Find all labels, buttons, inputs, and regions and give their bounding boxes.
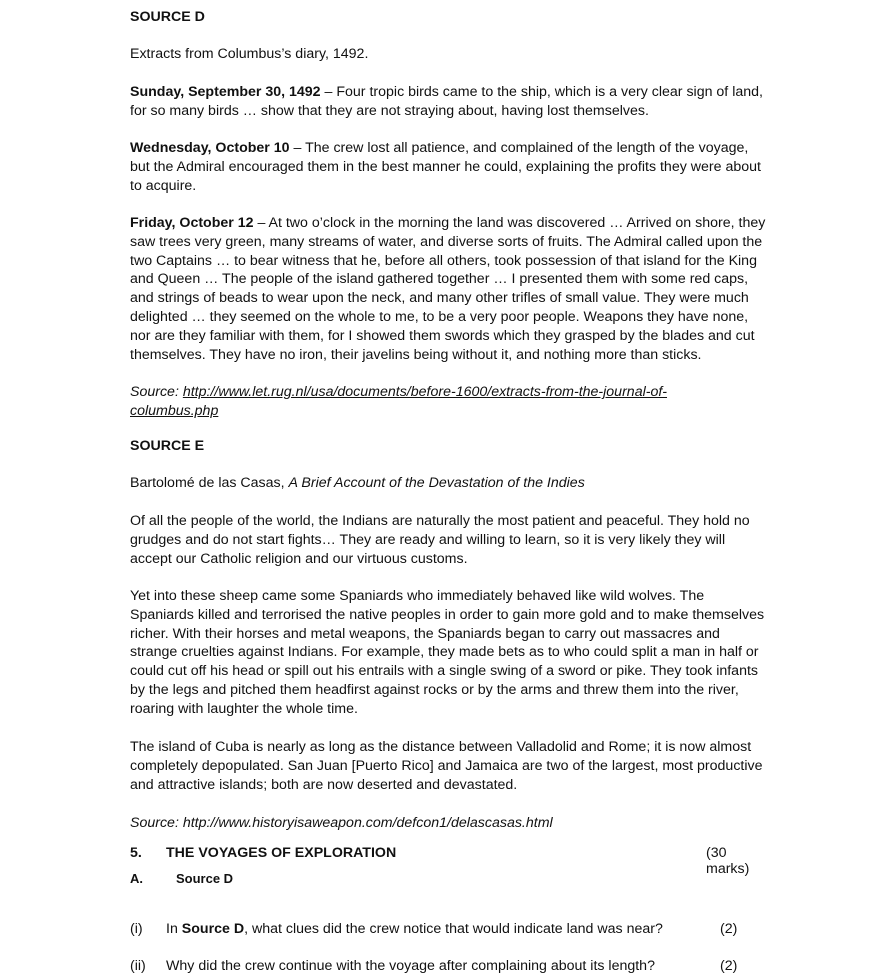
question-item-2 — [130, 958, 770, 978]
question-header — [130, 845, 770, 877]
source-e-heading: SOURCE E — [130, 438, 205, 454]
part-letter: A. — [130, 871, 143, 886]
item-number: (i) — [130, 921, 143, 937]
diary-entry-date: Friday, October 12 — [130, 215, 254, 231]
source-e-paragraph-1: Of all the people of the world, the Indians are naturally the most patient and peaceful. They hold no grudges and do not start fights… They are ready and willing to learn, so it is very likely they will accept our Catholic religion and our virtuous customs. — [130, 513, 750, 567]
source-e-attribution — [130, 474, 766, 493]
source-d-intro: Extracts from Columbus’s diary, 1492. — [130, 46, 369, 62]
source-e-paragraph-2: Yet into these sheep came some Spaniards who immediately behaved like wild wolves. The Spaniards killed and terrorised the native peoples in order to gain more gold and to make themselves richer. With their horses and metal weapons, the Spaniards began to carry out massacres and strange cruelties against Indians. For example, they made bets as to who could split a man in half or could cut off his head or spill out his entrails with a single swing of a sword or pike. They took infants by the legs and pitched them headfirst against rocks or by the arms and threw them into the river, roaring with laughter the whole time. — [130, 588, 765, 717]
citation-label: Source: — [130, 384, 183, 400]
diary-entry-date: Wednesday, October 10 — [130, 140, 290, 156]
source-d-heading: SOURCE D — [130, 9, 205, 25]
question-number: 5. — [130, 845, 142, 861]
item-text: Why did the crew continue with the voyage after complaining about its length? — [166, 958, 655, 974]
source-d-citation — [130, 383, 710, 421]
diary-entry-text: – At two o’clock in the morning the land was discovered … Arrived on shore, they saw trees very green, many streams of water, and diverse sorts of fruits. The Admiral called upon the two Captains … to bear witness that he, before all others, took possession of that island for the King and Queen … The people of the island gathered together … I presented them with some red caps, and strings of beads to wear upon the neck, and many other trifles of small value. They were much delighted … they seemed on the whole to me, to be a very poor people. Weapons they have none, nor are they familiar with them, for I showed them swords which they grasped by the blades and cut themselves. They have no iron, their javelins being without it, and nothing more than sticks. — [130, 215, 766, 363]
source-d-url-link[interactable]: http://www.let.rug.nl/usa/documents/before-1600/extracts-from-the-journal-of-columbus.php — [130, 384, 668, 419]
source-e-citation: Source: http://www.historyisaweapon.com/defcon1/delascasas.html — [130, 815, 553, 831]
question-total-marks: (30 marks) — [706, 845, 750, 877]
question-part — [130, 871, 770, 891]
question-item-1 — [130, 921, 770, 941]
diary-entry-sep-30 — [130, 83, 766, 121]
diary-entry-text: – The crew lost all patience, and complained of the length of the voyage, but the Admiral encouraged them in the best manner he could, explaining the profits they were about to acquire. — [130, 140, 761, 194]
source-e-author: Bartolomé de las Casas, — [130, 475, 289, 491]
diary-entry-date: Sunday, September 30, 1492 — [130, 84, 321, 100]
part-title: Source D — [176, 871, 234, 886]
diary-entry-text: – Four tropic birds came to the ship, which is a very clear sign of land, for so many birds … show that they are not straying about, having lost themselves. — [130, 84, 763, 119]
source-e-book-title: A Brief Account of the Devastation of the Indies — [288, 475, 585, 491]
item-number: (ii) — [130, 958, 146, 974]
item-text: In Source D, what clues did the crew notice that would indicate land was near? — [166, 921, 663, 937]
diary-entry-oct-12 — [130, 214, 766, 364]
item-marks: (2) — [720, 958, 738, 974]
item-marks: (2) — [720, 921, 738, 937]
source-e-paragraph-3: The island of Cuba is nearly as long as the distance between Valladolid and Rome; it is now almost completely depopulated. San Juan [Puerto Rico] and Jamaica are two of the largest, most productive and attractive islands; both are now deserted and devastated. — [130, 739, 763, 793]
diary-entry-oct-10 — [130, 139, 766, 195]
question-title: THE VOYAGES OF EXPLORATION — [166, 845, 397, 861]
